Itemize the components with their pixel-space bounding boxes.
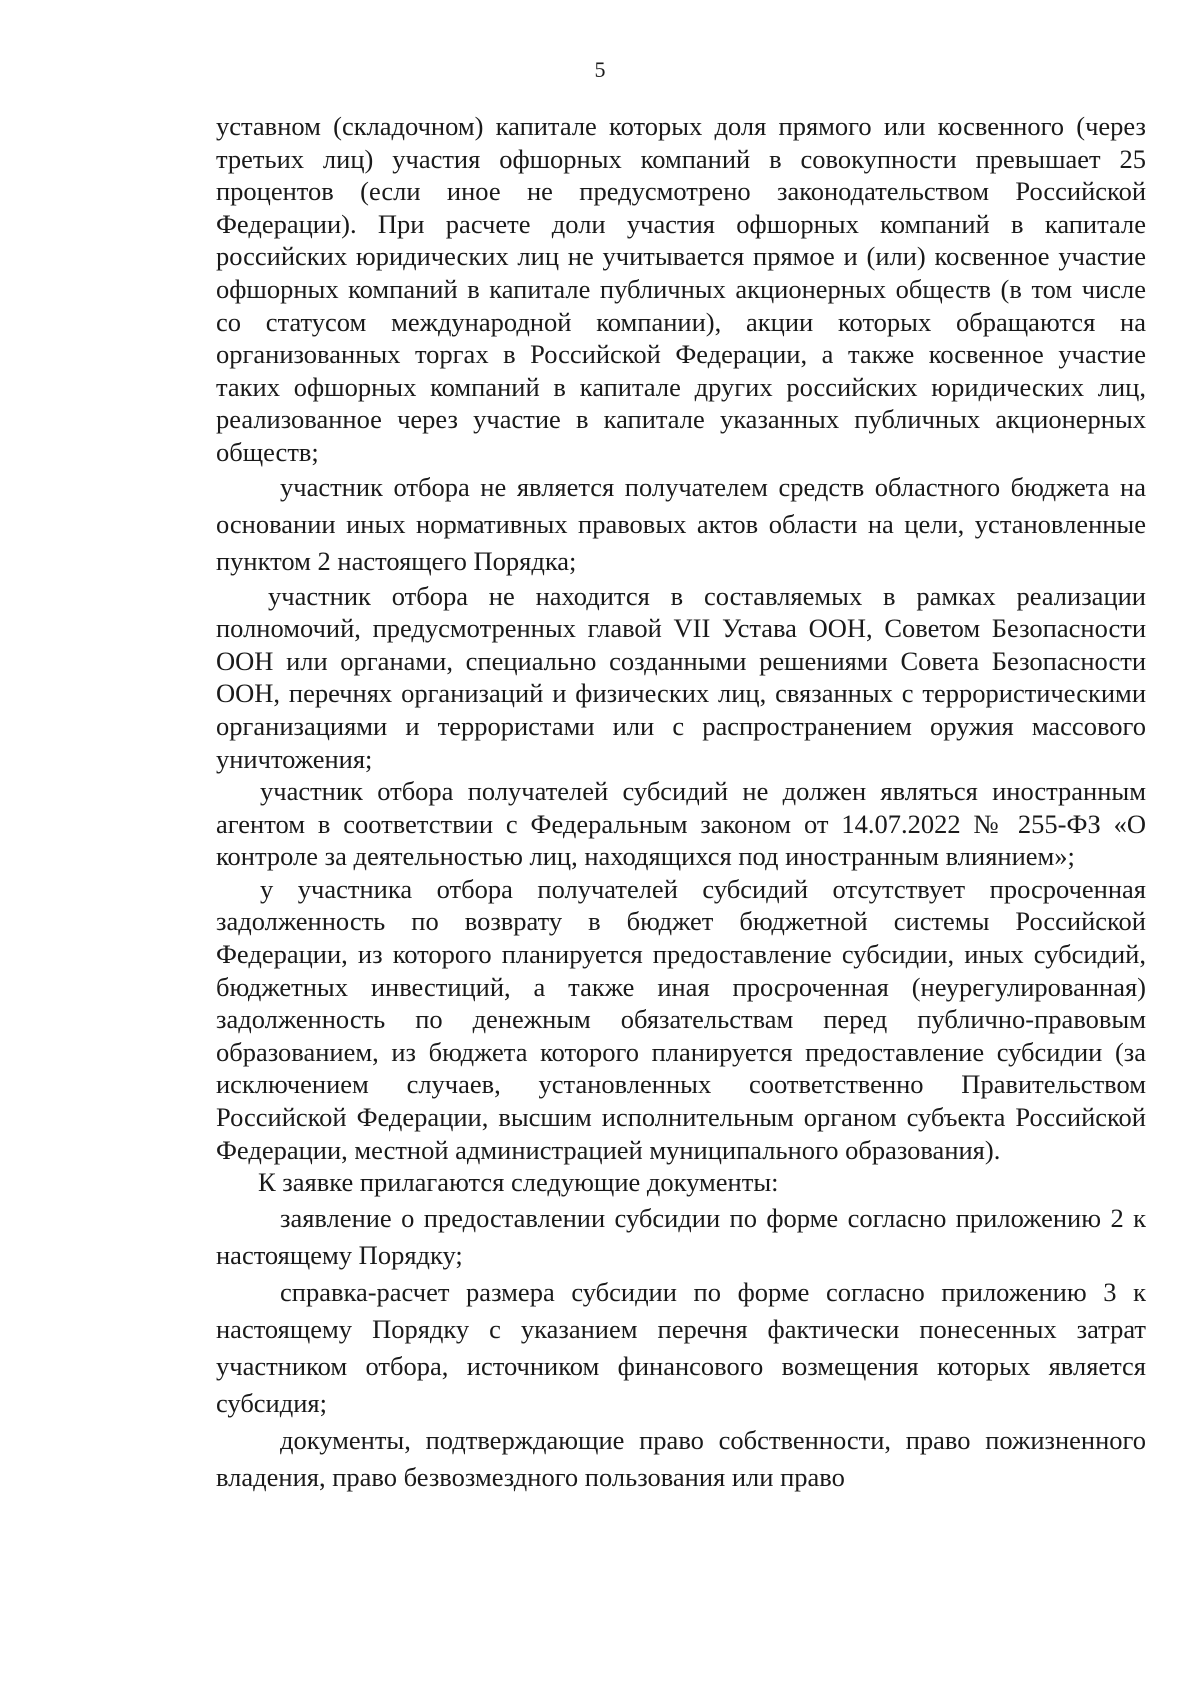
page-number: 5 — [594, 57, 606, 82]
paragraph-no-overdue-debt: у участника отбора получателей субсидий отсутствует просроченная задолженность по возврату в бюджет бюджетной системы Российской Федерации, из которого планируется предоставление субсидии, иных субсидий, бюджетных инвестиций, а также иная просроченная (неурегулированная) задолженность по денежным обязательствам перед публично-правовым образованием, из бюджета которого планируется предоставление субсидии (за исключением случаев, установленных соответственно Правительством Российской Федерации, высшим исполнительным органом субъекта Российской Федерации, местной администрацией муниципального образования). — [216, 873, 1146, 1165]
paragraph-attached-docs-intro: К заявке прилагаются следующие документы: — [258, 1167, 779, 1198]
paragraph-not-recipient: участник отбора не является получателем средств областного бюджета на основании иных нормативных правовых актов области на цели, установленные пунктом 2 настоящего Порядка; — [216, 471, 1146, 576]
paragraph-un-sanctions: участник отбора не находится в составляемых в рамках реализации полномочий, предусмотренных главой VII Устава ООН, Советом Безопасности ООН или органами, специально созданными решениями Совета Безопасности ООН, перечнях организаций и физических лиц, связанных с террористическими организациями и террористами или с распространением оружия массового уничтожения; — [216, 580, 1146, 774]
paragraph-application-form: заявление о предоставлении субсидии по форме согласно приложению 2 к настоящему Порядку; — [216, 1202, 1146, 1270]
paragraph-foreign-agent: участник отбора получателей субсидий не должен являться иностранным агентом в соответствии с Федеральным законом от 14.07.2022 № 255-ФЗ «О контроле за деятельностью лиц, находящихся под иностранным влиянием»; — [216, 776, 1146, 872]
paragraph-calculation-form: справка-расчет размера субсидии по форме согласно приложению 3 к настоящему Порядку с указанием перечня фактически понесенных затрат участником отбора, источником финансового возмещения которых является субсидия; — [216, 1276, 1146, 1418]
document-body — [216, 110, 1146, 1496]
paragraph-ownership-docs: документы, подтверждающие право собственности, право пожизненного владения, право безвозмездного пользования или право — [216, 1424, 1146, 1492]
paragraph-offshore-capital: уставном (складочном) капитале которых доля прямого или косвенного (через третьих лиц) участия офшорных компаний в совокупности превышает 25 процентов (если иное не предусмотрено законодательством Российской Федерации). При расчете доли участия офшорных компаний в капитале российских юридических лиц не учитывается прямое и (или) косвенное участие офшорных компаний в капитале публичных акционерных обществ (в том числе со статусом международной компании), акции которых обращаются на организованных торгах в Российской Федерации, а также косвенное участие таких офшорных компаний в капитале других российских юридических лиц, реализованное через участие в капитале указанных публичных акционерных обществ; — [216, 111, 1146, 467]
